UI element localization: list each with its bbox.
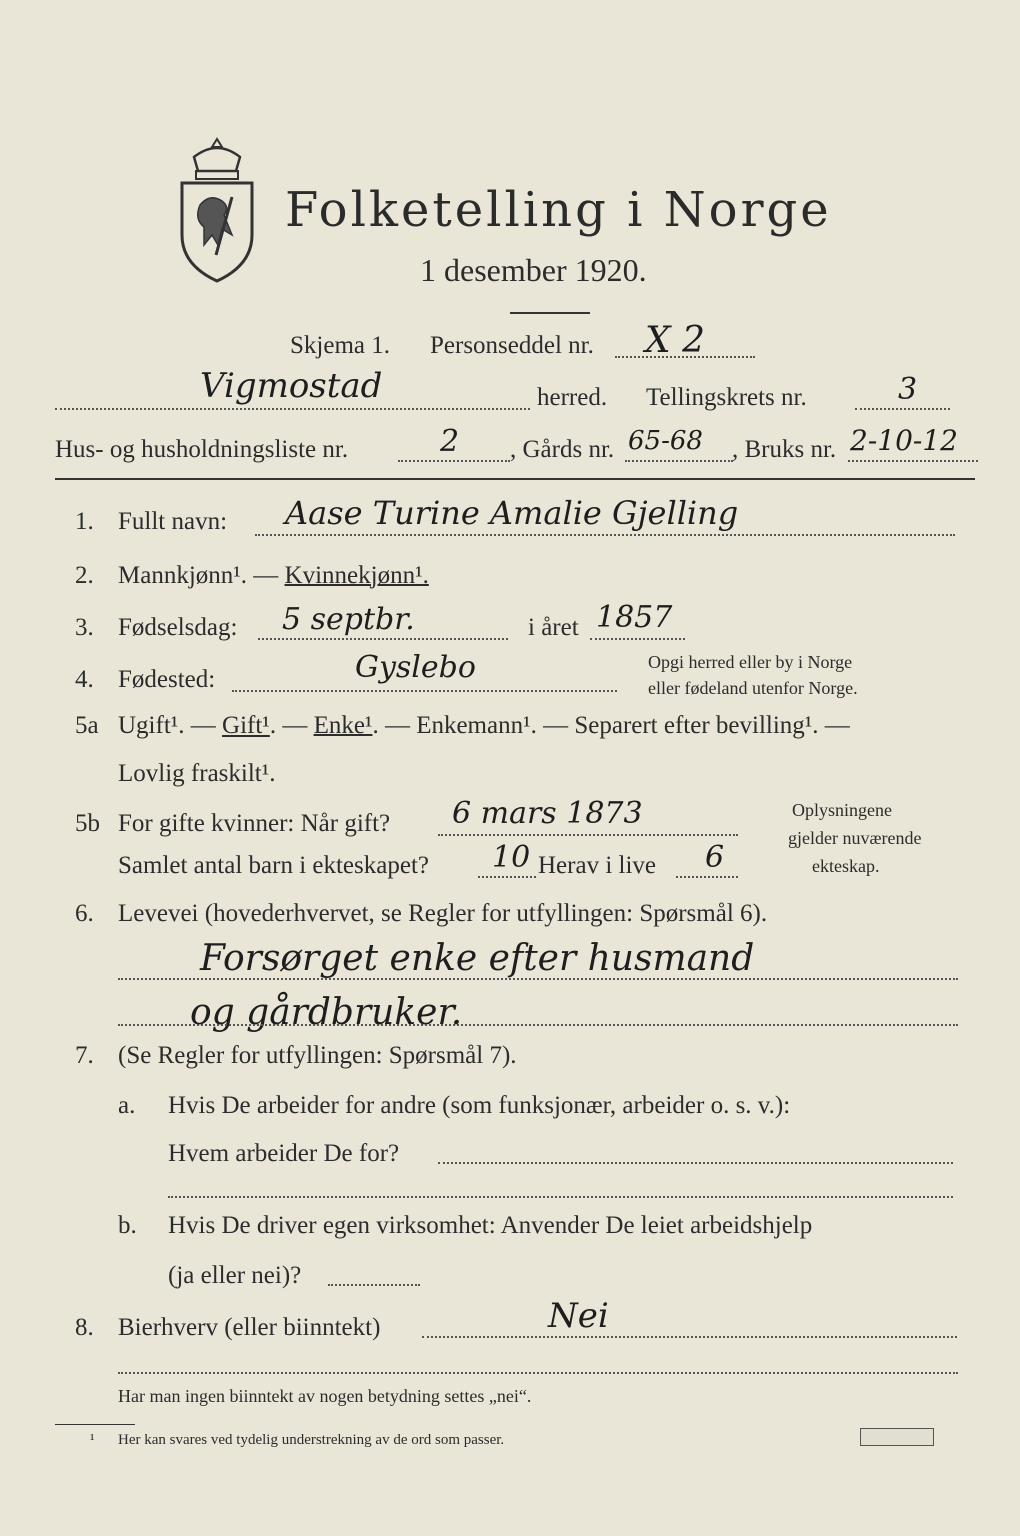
side-income-value[interactable]: Nei — [548, 1296, 609, 1336]
q3-number: 3. — [75, 614, 94, 641]
occupation-line2[interactable]: og gårdbruker. — [190, 992, 463, 1033]
q4-number: 4. — [75, 666, 94, 693]
gards-value[interactable]: 65-68 — [628, 426, 703, 456]
q8-number: 8. — [75, 1314, 94, 1341]
hus-label: Hus- og husholdningsliste nr. — [55, 436, 349, 463]
schema-label: Skjema 1. — [290, 332, 390, 359]
hus-value[interactable]: 2 — [440, 424, 460, 459]
q4-note-line1: Opgi herred eller by i Norge — [648, 652, 853, 672]
q6-label: Levevei (hovederhvervet, se Regler for utfyllingen: Spørsmål 6). — [118, 900, 768, 927]
q8-label: Bierhverv (eller biinntekt) — [118, 1314, 381, 1341]
q6-number: 6. — [75, 900, 94, 927]
form-title: Folketelling i Norge — [285, 182, 832, 238]
occupation-line1[interactable]: Forsørget enke efter husmand — [200, 938, 755, 979]
status-married-option[interactable]: Gift¹ — [222, 712, 270, 739]
status-other-options[interactable]: . — Enkemann¹. — Separert efter bevilling¹. — — [372, 712, 850, 739]
bruks-value[interactable]: 2-10-12 — [850, 424, 958, 457]
q5b-number: 5b — [75, 810, 100, 837]
alive-label: Herav i live — [538, 852, 657, 879]
q5b-label: For gifte kvinner: Når gift? — [118, 810, 391, 837]
q7-label: (Se Regler for utfyllingen: Spørsmål 7). — [118, 1042, 517, 1069]
birthday-value[interactable]: 5 septbr. — [282, 602, 415, 637]
q7-number: 7. — [75, 1042, 94, 1069]
separator: . — — [269, 712, 314, 739]
tellingskrets-value[interactable]: 3 — [898, 372, 918, 407]
q7b-number: b. — [118, 1212, 137, 1239]
q1-label: Fullt navn: — [118, 508, 228, 535]
children-label: Samlet antal barn i ekteskapet? — [118, 852, 429, 879]
alive-value[interactable]: 6 — [705, 840, 725, 875]
herred-label: herred. — [537, 384, 608, 411]
q4-note-line2: eller fødeland utenfor Norge. — [648, 678, 858, 698]
children-value[interactable]: 10 — [492, 840, 531, 875]
personseddel-value[interactable]: X 2 — [645, 320, 705, 361]
birth-year-value[interactable]: 1857 — [596, 600, 673, 635]
status-widow-option[interactable]: Enke¹ — [313, 712, 373, 739]
q3-label: Fødselsdag: — [118, 614, 238, 641]
q7a-sub-label: Hvem arbeider De for? — [168, 1140, 400, 1167]
q7a-label: Hvis De arbeider for andre (som funksjonær, arbeider o. s. v.): — [168, 1092, 791, 1119]
q5a-number: 5a — [75, 712, 99, 739]
q5b-note-line3: ekteskap. — [812, 856, 880, 876]
status-divorced-option[interactable]: Lovlig fraskilt¹. — [118, 760, 276, 787]
birthplace-value[interactable]: Gyslebo — [355, 650, 476, 685]
status-unmarried-option[interactable]: Ugift¹. — — [118, 712, 223, 739]
q4-label: Fødested: — [118, 666, 216, 693]
q3-year-label: i året — [528, 614, 579, 641]
personseddel-label: Personseddel nr. — [430, 332, 594, 359]
q5b-note-line2: gjelder nuværende — [788, 828, 922, 848]
q5b-note-line1: Oplysningene — [792, 800, 892, 820]
q7b-sub-label: (ja eller nei)? — [168, 1262, 302, 1289]
no-income-note: Har man ingen biinntekt av nogen betydning settes „nei“. — [118, 1386, 532, 1406]
q7a-number: a. — [118, 1092, 136, 1119]
marriage-date-value[interactable]: 6 mars 1873 — [452, 796, 643, 831]
q1-number: 1. — [75, 508, 94, 535]
q7b-label: Hvis De driver egen virksomhet: Anvender De leiet arbeidshjelp — [168, 1212, 813, 1239]
q2-number: 2. — [75, 562, 94, 589]
tellingskrets-label: Tellingskrets nr. — [646, 384, 807, 411]
footnote-mark: ¹ — [90, 1432, 95, 1448]
footnote-text: Her kan svares ved tydelig understrekning av de ord som passer. — [118, 1432, 505, 1448]
printer-stamp — [860, 1428, 934, 1446]
bruks-label: , Bruks nr. — [732, 436, 837, 463]
gender-male-option[interactable]: Mannkjønn¹. — — [118, 562, 285, 589]
gards-label: , Gårds nr. — [510, 436, 615, 463]
herred-value[interactable]: Vigmostad — [200, 366, 383, 406]
gender-female-option[interactable]: Kvinnekjønn¹. — [284, 562, 429, 589]
norway-coat-of-arms-icon — [172, 135, 262, 285]
full-name-value[interactable]: Aase Turine Amalie Gjelling — [285, 494, 739, 532]
census-date: 1 desember 1920. — [420, 252, 647, 288]
